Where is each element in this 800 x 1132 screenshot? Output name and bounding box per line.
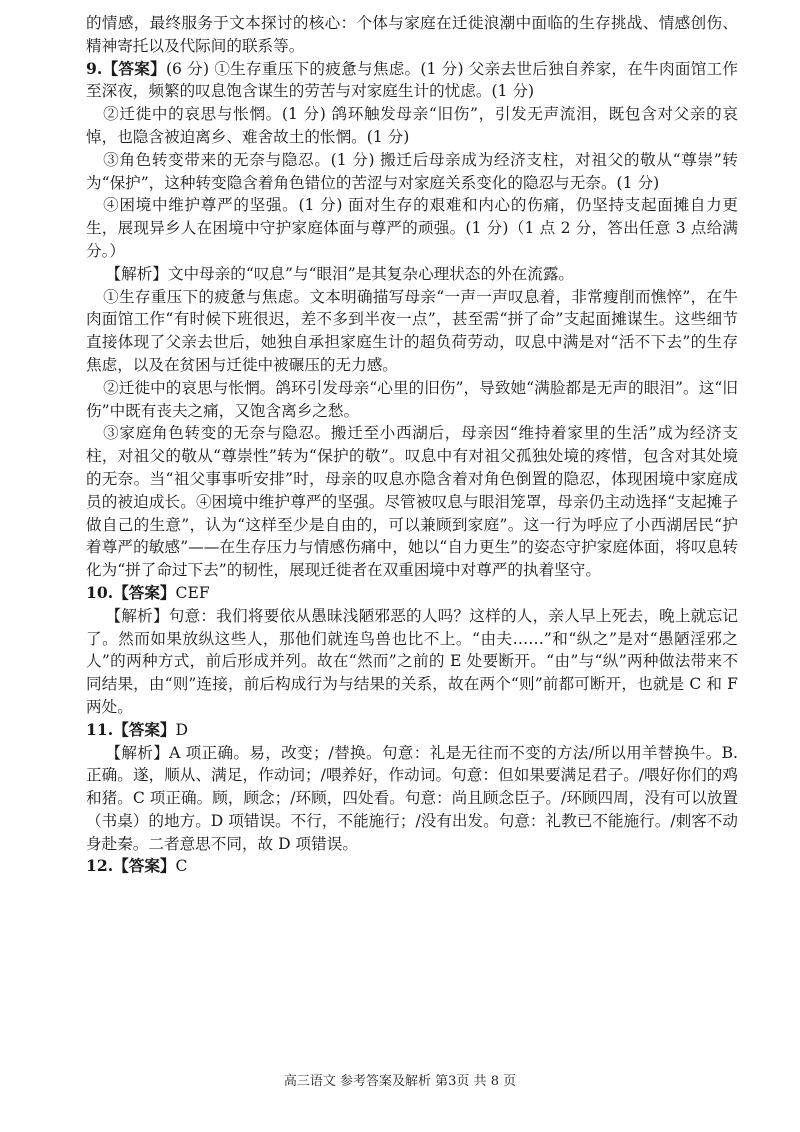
question-12-answer — [86, 855, 738, 878]
question-9-item-3: ③角色转变带来的无奈与隐忍。(1 分) 搬迁后母亲成为经济支柱，对祖父的敬从“尊崇”转为“保护”，这种转变隐含着角色错位的苦涩与对家庭关系变化的隐忍与无奈。(1 分) — [86, 150, 738, 192]
question-12-answer-text: C — [175, 857, 188, 876]
question-9-analysis-2: ②迁徙中的哀思与怅惘。鸽环引发母亲“心里的旧伤”，导致她“满脸都是无声的眼泪”。这“旧伤”中既有丧夫之痛，又饱含离乡之愁。 — [86, 378, 738, 420]
question-9-analysis-1: ①生存重压下的疲惫与焦虑。文本明确描写母亲“一声一声叹息着，非常瘦削而憔悴”，在牛肉面馆工作“有时候下班很迟，差不多到半夜一点”，甚至需“拼了命”支起面摊谋生。这些细节直接体现了父亲去世后，她独自承担家庭生计的超负荷劳动，叹息中满是对“活不下去”的生存焦虑，以及在贫困与迁徙中被碾压的无力感。 — [86, 287, 738, 374]
question-11-block — [86, 719, 738, 856]
question-9-analysis-intro: 【解析】文中母亲的“叹息”与“眼泪”是其复杂心理状态的外在流露。 — [105, 264, 575, 283]
question-11-answer-text: D — [175, 720, 189, 739]
question-10-answer-text: CEF — [175, 583, 210, 602]
question-10-block — [86, 582, 738, 719]
question-11-answer-head: 11.【答案】 — [86, 719, 176, 739]
question-9-answer-head: 9.【答案】 — [86, 58, 166, 78]
question-9-answer-text: (6 分) ①生存重压下的疲惫与焦虑。(1 分) 父亲去世后独自养家，在牛肉面馆工作至深夜，频繁的叹息饱含谋生的劳苦与对家庭生计的忧虑。(1 分) — [86, 59, 738, 101]
continued-paragraph: 的情感，最终服务于文本探讨的核心：个体与家庭在迁徙浪潮中面临的生存挑战、情感创伤、精神寄托以及代际间的联系等。 — [86, 14, 738, 55]
question-9-answer — [86, 58, 738, 104]
page-footer: 高三语文 参考答案及解析 第3页 共 8 页 — [283, 1074, 517, 1089]
question-10-answer-head: 10.【答案】 — [86, 582, 176, 602]
question-12-answer-head: 12.【答案】 — [86, 856, 176, 876]
question-10-answer — [86, 582, 738, 605]
question-9-analysis-3: ③家庭角色转变的无奈与隐忍。搬迁至小西湖后，母亲因“维持着家里的生活”成为经济支柱，对祖父的敬从“尊崇性”转为“保护的敬”。叹息中有对祖父孤独处境的疼惜，包含对其处境的无奈。当“祖父事事听安排”时，母亲的叹息亦隐含着对角色倒置的隐忍，体现困境中家庭成员的被迫成长。④困境中维护尊严的坚强。尽管被叹息与眼泪笼罩，母亲仍主动选择“支起摊子做自己的生意”，认为“这样至少是自由的，可以兼顾到家庭”。这一行为呼应了小西湖居民“护着尊严的敏感”——在生存压力与情感伤痛中，她以“自力更生”的姿态守护家庭体面，将叹息转化为“拼了命过下去”的韧性，展现迁徙者在双重困境中对尊严的执着坚守。 — [86, 424, 738, 580]
question-12-block — [86, 855, 738, 878]
question-9-item-2: ②迁徙中的哀思与怅惘。(1 分) 鸽环触发母亲“旧伤”，引发无声流泪，既包含对父亲的哀悼，也隐含被迫离乡、难舍故土的怅惘。(1 分) — [86, 105, 738, 146]
question-11-analysis: 【解析】A 项正确。易，改变；/替换。句意：礼是无往而不变的方法/所以用羊替换牛。B.正确。遂，顺从、满足，作动词；/喂养好，作动词。句意：但如果要满足君子。/喂好你们的鸡和猪。C 项正确。顾，顾念；/环顾，四处看。句意：尚且顾念臣子。/环顾四周，没有可以放置（书桌）的地方。D 项错误。不行，不能施行；/没有出发。句意：礼教已不能施行。/刺客不动身赴秦。二者意思不同，故 D 项错误。 — [86, 743, 738, 853]
question-9-item-4: ④困境中维护尊严的坚强。(1 分) 面对生存的艰难和内心的伤痛，仍坚持支起面摊自力更生，展现异乡人在困境中守护家庭体面与尊严的顽强。(1 分)（1 点 2 分，答出任意 3 点给满分。） — [86, 196, 738, 260]
question-10-analysis: 【解析】句意：我们将要依从愚昧浅陋邪恶的人吗？这样的人，亲人早上死去，晚上就忘记了。然而如果放纵这些人，那他们就连鸟兽也比不上。“由夫……”和“纵之”是对“愚陋淫邪之人”的两种方式，前后形成并列。故在“然而”之前的 E 处要断开。“由”与“纵”两种做法带来不同结果，由“则”连接，前后构成行为与结果的关系，故在两个“则”前都可断开，也就是 C 和 F 两处。 — [86, 606, 738, 716]
question-11-answer — [86, 719, 738, 742]
question-9-block — [86, 58, 738, 582]
